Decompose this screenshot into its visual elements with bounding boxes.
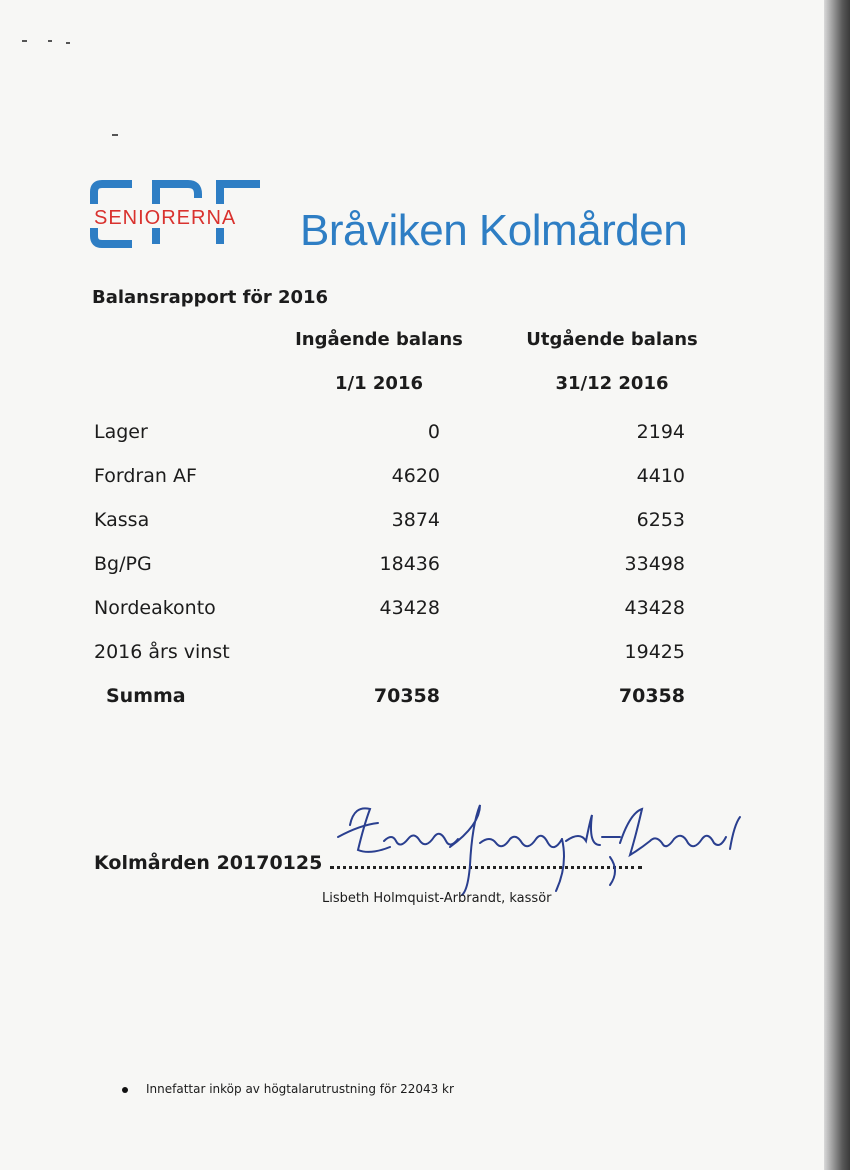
bullet-icon — [122, 1087, 128, 1093]
closing-value: 33498 — [624, 553, 685, 575]
balance-row — [0, 418, 850, 446]
closing-value: 43428 — [624, 597, 685, 619]
balance-row — [0, 462, 850, 490]
opening-value: 18436 — [379, 553, 440, 575]
scanned-page-edge — [824, 0, 850, 1170]
row-label: Nordeakonto — [94, 597, 216, 619]
opening-balance-heading: Ingående balans — [295, 329, 463, 350]
row-label: Bg/PG — [94, 553, 152, 575]
balance-row — [0, 506, 850, 534]
total-label: Summa — [106, 685, 186, 707]
row-label: 2016 års vinst — [94, 641, 230, 663]
closing-value: 4410 — [636, 465, 685, 487]
report-title: Balansrapport för 2016 — [92, 287, 329, 308]
row-label: Lager — [94, 421, 148, 443]
scan-speck — [22, 40, 27, 42]
row-label: Kassa — [94, 509, 150, 531]
organization-title: Bråviken Kolmården — [300, 206, 688, 255]
place-and-date: Kolmården 20170125 — [94, 852, 323, 874]
closing-value: 19425 — [624, 641, 685, 663]
closing-balance-date: 31/12 2016 — [555, 373, 669, 394]
closing-total: 70358 — [618, 685, 685, 707]
footnote: Innefattar inköp av högtalarutrustning för 22043 kr — [146, 1082, 454, 1096]
row-label: Fordran AF — [94, 465, 197, 487]
opening-total: 70358 — [373, 685, 440, 707]
opening-value: 3874 — [391, 509, 440, 531]
scan-speck — [66, 42, 70, 44]
balance-row — [0, 638, 850, 666]
scan-speck — [112, 134, 118, 136]
total-row — [0, 682, 850, 710]
opening-value: 43428 — [379, 597, 440, 619]
closing-value: 6253 — [636, 509, 685, 531]
scan-speck — [48, 40, 52, 42]
opening-balance-date: 1/1 2016 — [335, 373, 423, 394]
balance-row — [0, 594, 850, 622]
closing-balance-heading: Utgående balans — [526, 329, 698, 350]
handwritten-signature-icon — [330, 795, 750, 905]
signer-name: Lisbeth Holmquist-Arbrandt, kassör — [322, 891, 552, 906]
balance-row — [0, 550, 850, 578]
closing-value: 2194 — [636, 421, 685, 443]
opening-value: 0 — [427, 421, 440, 443]
opening-value: 4620 — [391, 465, 440, 487]
logo-wordmark: SENIORERNA — [94, 207, 237, 229]
